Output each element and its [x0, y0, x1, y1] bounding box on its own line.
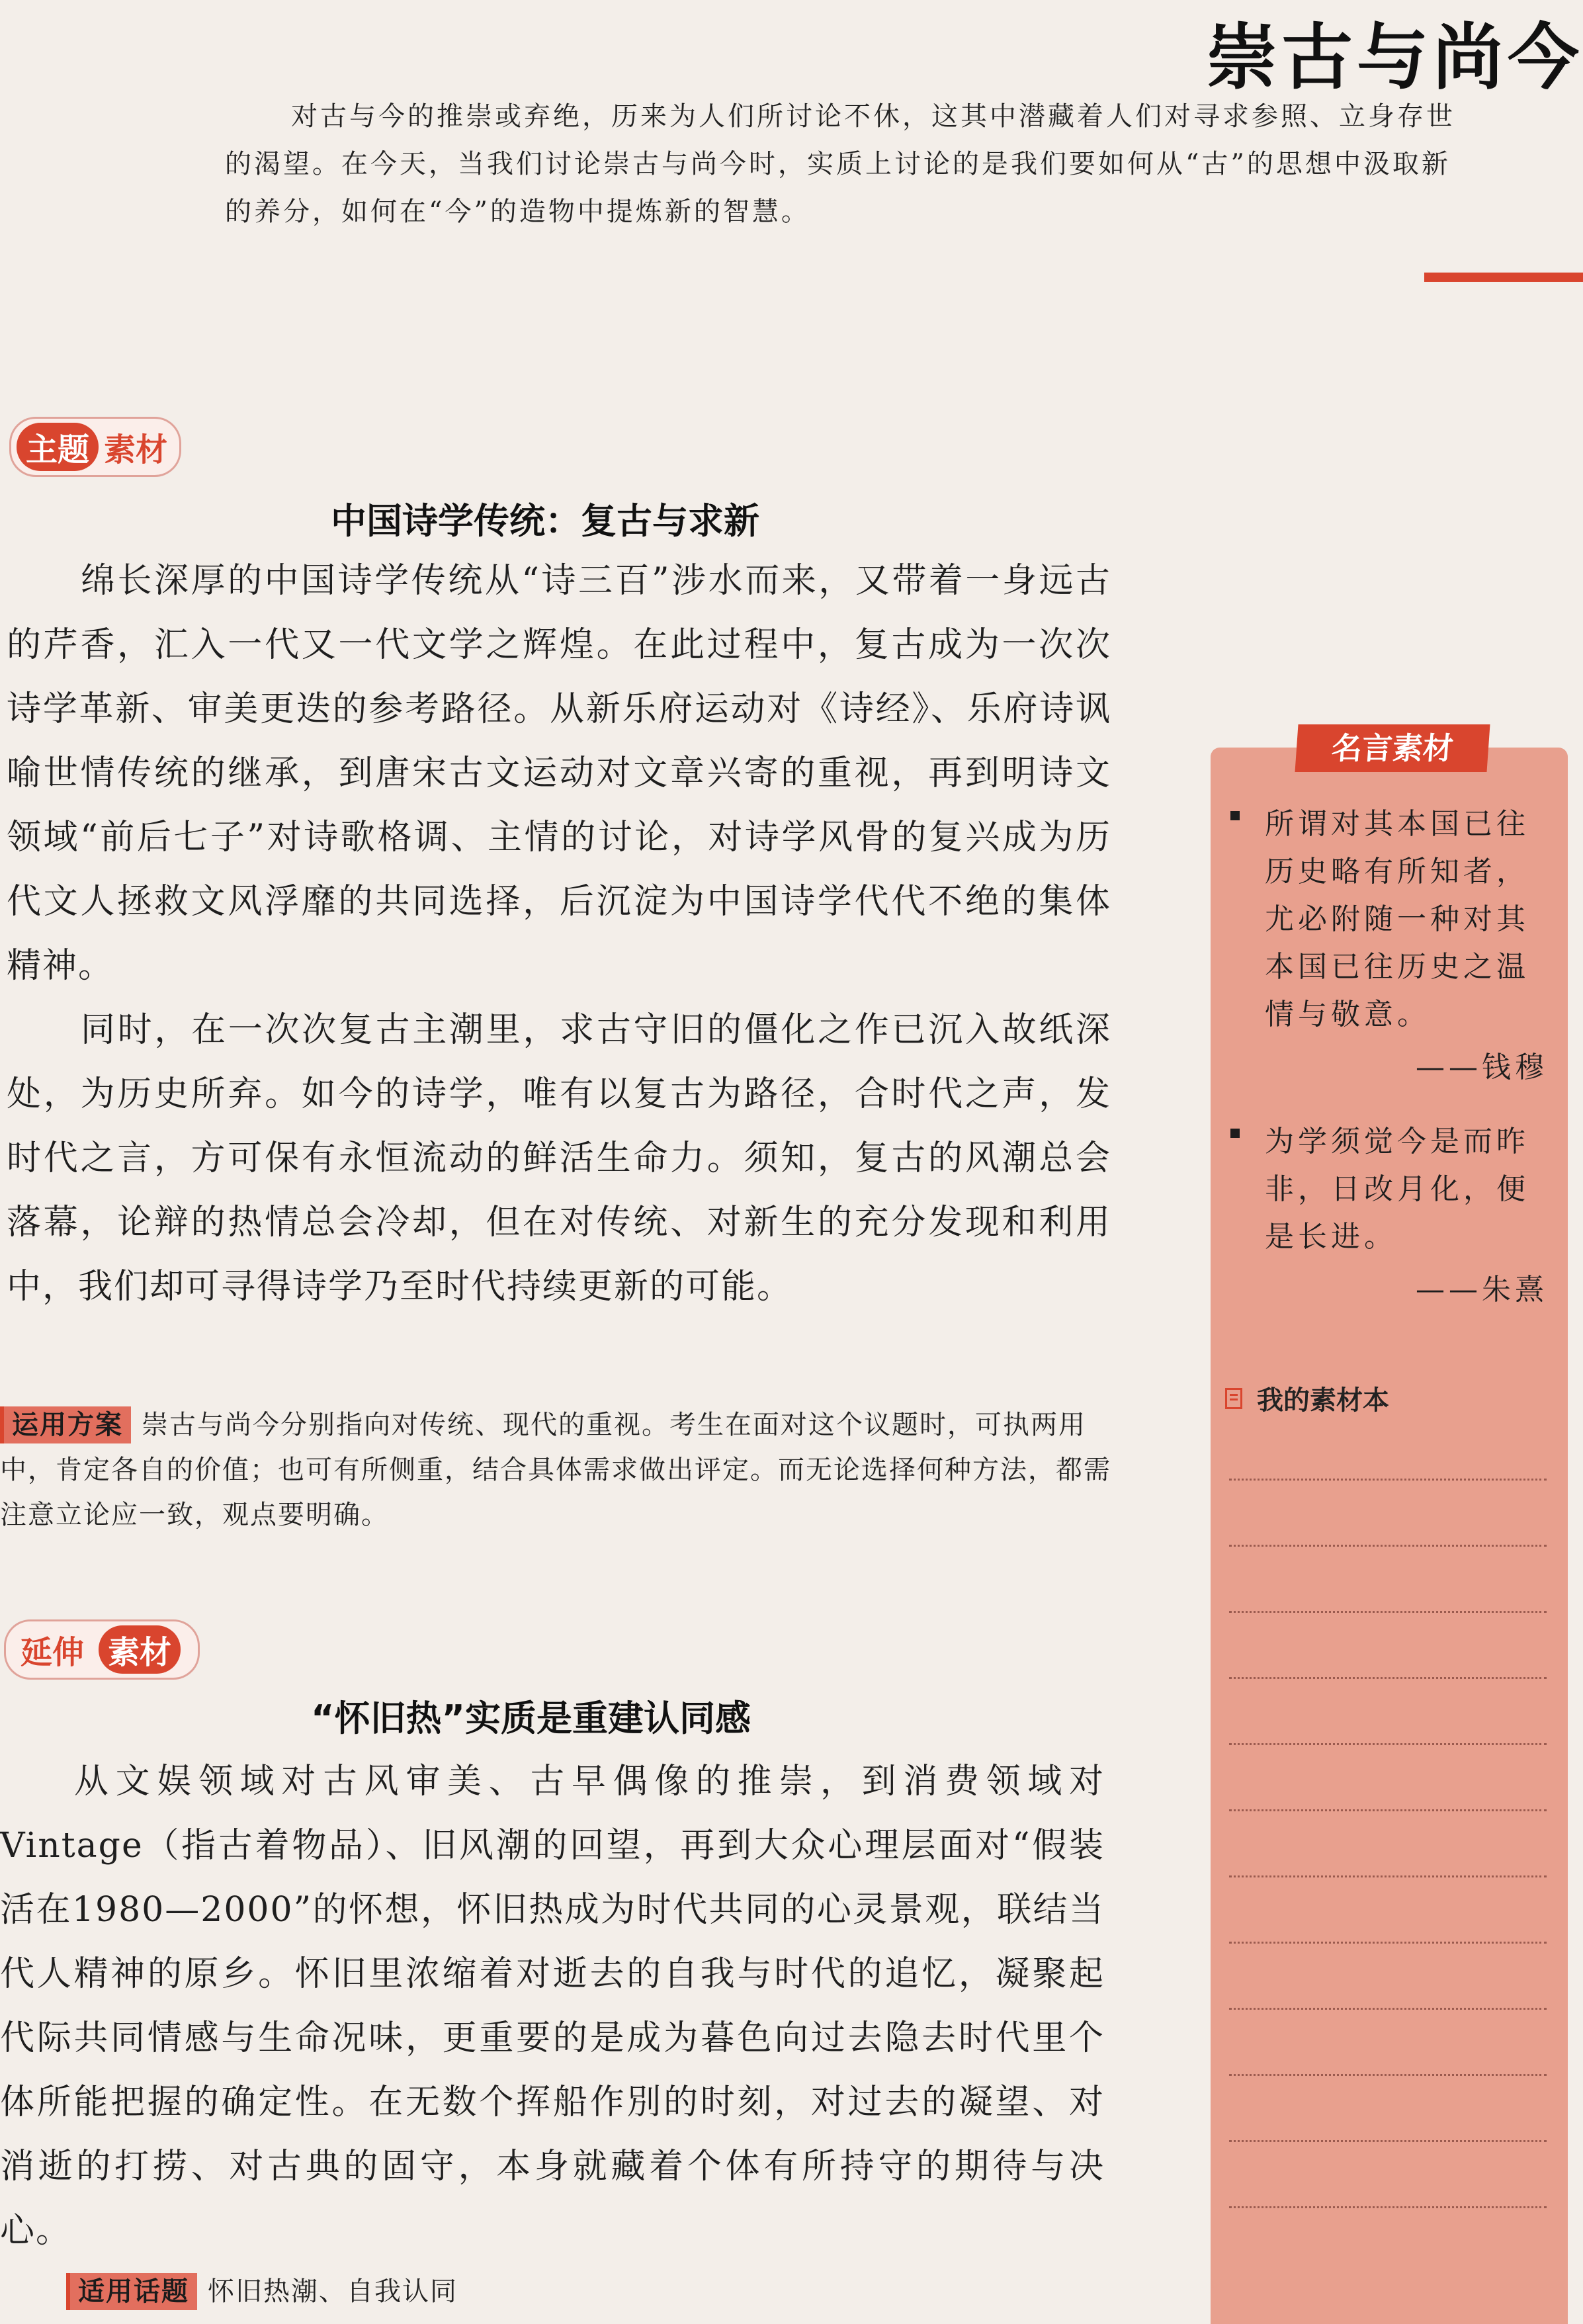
bullet-icon: [1230, 811, 1240, 820]
theme-title: 中国诗学传统：复古与求新: [331, 500, 759, 542]
topic-text: 怀旧热潮、自我认同: [208, 2276, 458, 2307]
quote-sidebar-heading: 名言素材: [1295, 724, 1490, 772]
usage-text: 崇古与尚今分别指向对传统、现代的重视。考生在面对这个议题时，可执两用中，肯定各自的价值；也可有所侧重，结合具体需求做出评定。而无论选择何种方法，都需注意立论应一致，观点要明确。: [0, 1410, 1111, 1530]
tag-label-main: 延伸: [21, 1634, 85, 1671]
intro-line: 的渴望。在今天，当我们讨论崇古与尚今时，实质上讨论的是我们要如何从“古”的思想中汲取新: [225, 149, 1451, 179]
my-notebook-label: 我的素材本: [1257, 1385, 1389, 1416]
tag-label-sub: 素材: [99, 1625, 181, 1674]
quote-text: 所谓对其本国已往历史略有所知者，尤必附随一种对其本国已往历史之温情与敬意。: [1265, 807, 1529, 1031]
page-title: 崇古与尚今: [1205, 17, 1583, 99]
extension-paragraph: 从文娱领域对古风审美、古早偶像的推崇，到消费领域对Vintage（指古着物品）、旧风潮的回望，再到大众心理层面对“假装活在1980—2000”的怀想，怀旧热成为时代共同的心灵景观，联结当代人精神的原乡。怀旧里浓缩着对逝去的自我与时代的追忆，凝聚起代际共同情感与生命况味，更重要的是成为暮色向过去隐去时代里个体所能把握的确定性。在无数个挥船作別的时刻，对过去的凝望、对消逝的打捞、对古典的固守，本身就藏着个体有所持守的期待与决心。: [0, 1762, 1105, 2251]
note-line[interactable]: [1229, 1479, 1547, 1481]
extension-material-tag: [4, 1619, 200, 1680]
notebook-icon: [1225, 1388, 1242, 1409]
theme-body: [7, 549, 1111, 1319]
note-line[interactable]: [1229, 1942, 1547, 1944]
tag-label-sub: 素材: [104, 431, 168, 468]
theme-material-tag: [9, 417, 181, 477]
usage-note: [0, 1402, 1111, 1537]
bullet-icon: [1230, 1129, 1240, 1138]
note-line[interactable]: [1229, 2074, 1547, 2076]
theme-paragraph: 同时，在一次次复古主潮里，求古守旧的僵化之作已沉入故纸深处，为历史所弃。如今的诗学，唯有以复古为路径，合时代之声，发时代之言，方可保有永恒流动的鲜活生命力。须知，复古的风潮总会落幕，论辩的热情总会冷却，但在对传统、对新生的充分发现和利用中，我们却可寻得诗学乃至时代持续更新的可能。: [7, 1010, 1111, 1307]
intro-line: 的养分，如何在“今”的造物中提炼新的智慧。: [225, 196, 810, 227]
extension-body: [0, 1750, 1105, 2263]
note-line[interactable]: [1229, 2140, 1547, 2142]
quote-author: ——朱熹: [1416, 1273, 1548, 1307]
quote-item: [1230, 1118, 1555, 1314]
note-line[interactable]: [1229, 1611, 1547, 1613]
note-line[interactable]: [1229, 1875, 1547, 1877]
topic-note: [66, 2269, 1058, 2314]
tag-label-main: 主题: [17, 423, 99, 471]
note-line[interactable]: [1229, 1545, 1547, 1547]
quote-text: 为学须觉今是而昨非，日改月化，便是长进。: [1265, 1125, 1529, 1254]
header-accent-rule: [1424, 273, 1583, 282]
quote-author: ——钱穆: [1416, 1051, 1548, 1084]
theme-paragraph: 绵长深厚的中国诗学传统从“诗三百”涉水而来，又带着一身远古的芹香，汇入一代又一代文学之辉煌。在此过程中，复古成为一次次诗学革新、审美更迭的参考路径。从新乐府运动对《诗经》、乐府诗讽喻世情传统的继承，到唐宋古文运动对文章兴寄的重视，再到明诗文领域“前后七子”对诗歌格调、主情的讨论，对诗学风骨的复兴成为历代文人拯救文风浮靡的共同选择，后沉淀为中国诗学代代不绝的集体精神。: [7, 561, 1111, 986]
quote-item: [1230, 800, 1555, 1092]
my-notebook-header: [1225, 1379, 1389, 1417]
extension-title: “怀旧热”实质是重建认同感: [311, 1698, 751, 1739]
note-line[interactable]: [1229, 1809, 1547, 1811]
intro-paragraph: [225, 93, 1581, 236]
note-line[interactable]: [1229, 1743, 1547, 1745]
usage-label: 运用方案: [0, 1406, 131, 1443]
topic-label: 适用话题: [66, 2273, 197, 2310]
intro-line: 对古与今的推崇或弃绝，历来为人们所讨论不休，这其中潜藏着人们对寻求参照、立身存世: [291, 101, 1455, 132]
note-line[interactable]: [1229, 1677, 1547, 1679]
note-line[interactable]: [1229, 2008, 1547, 2010]
note-line[interactable]: [1229, 2206, 1547, 2208]
